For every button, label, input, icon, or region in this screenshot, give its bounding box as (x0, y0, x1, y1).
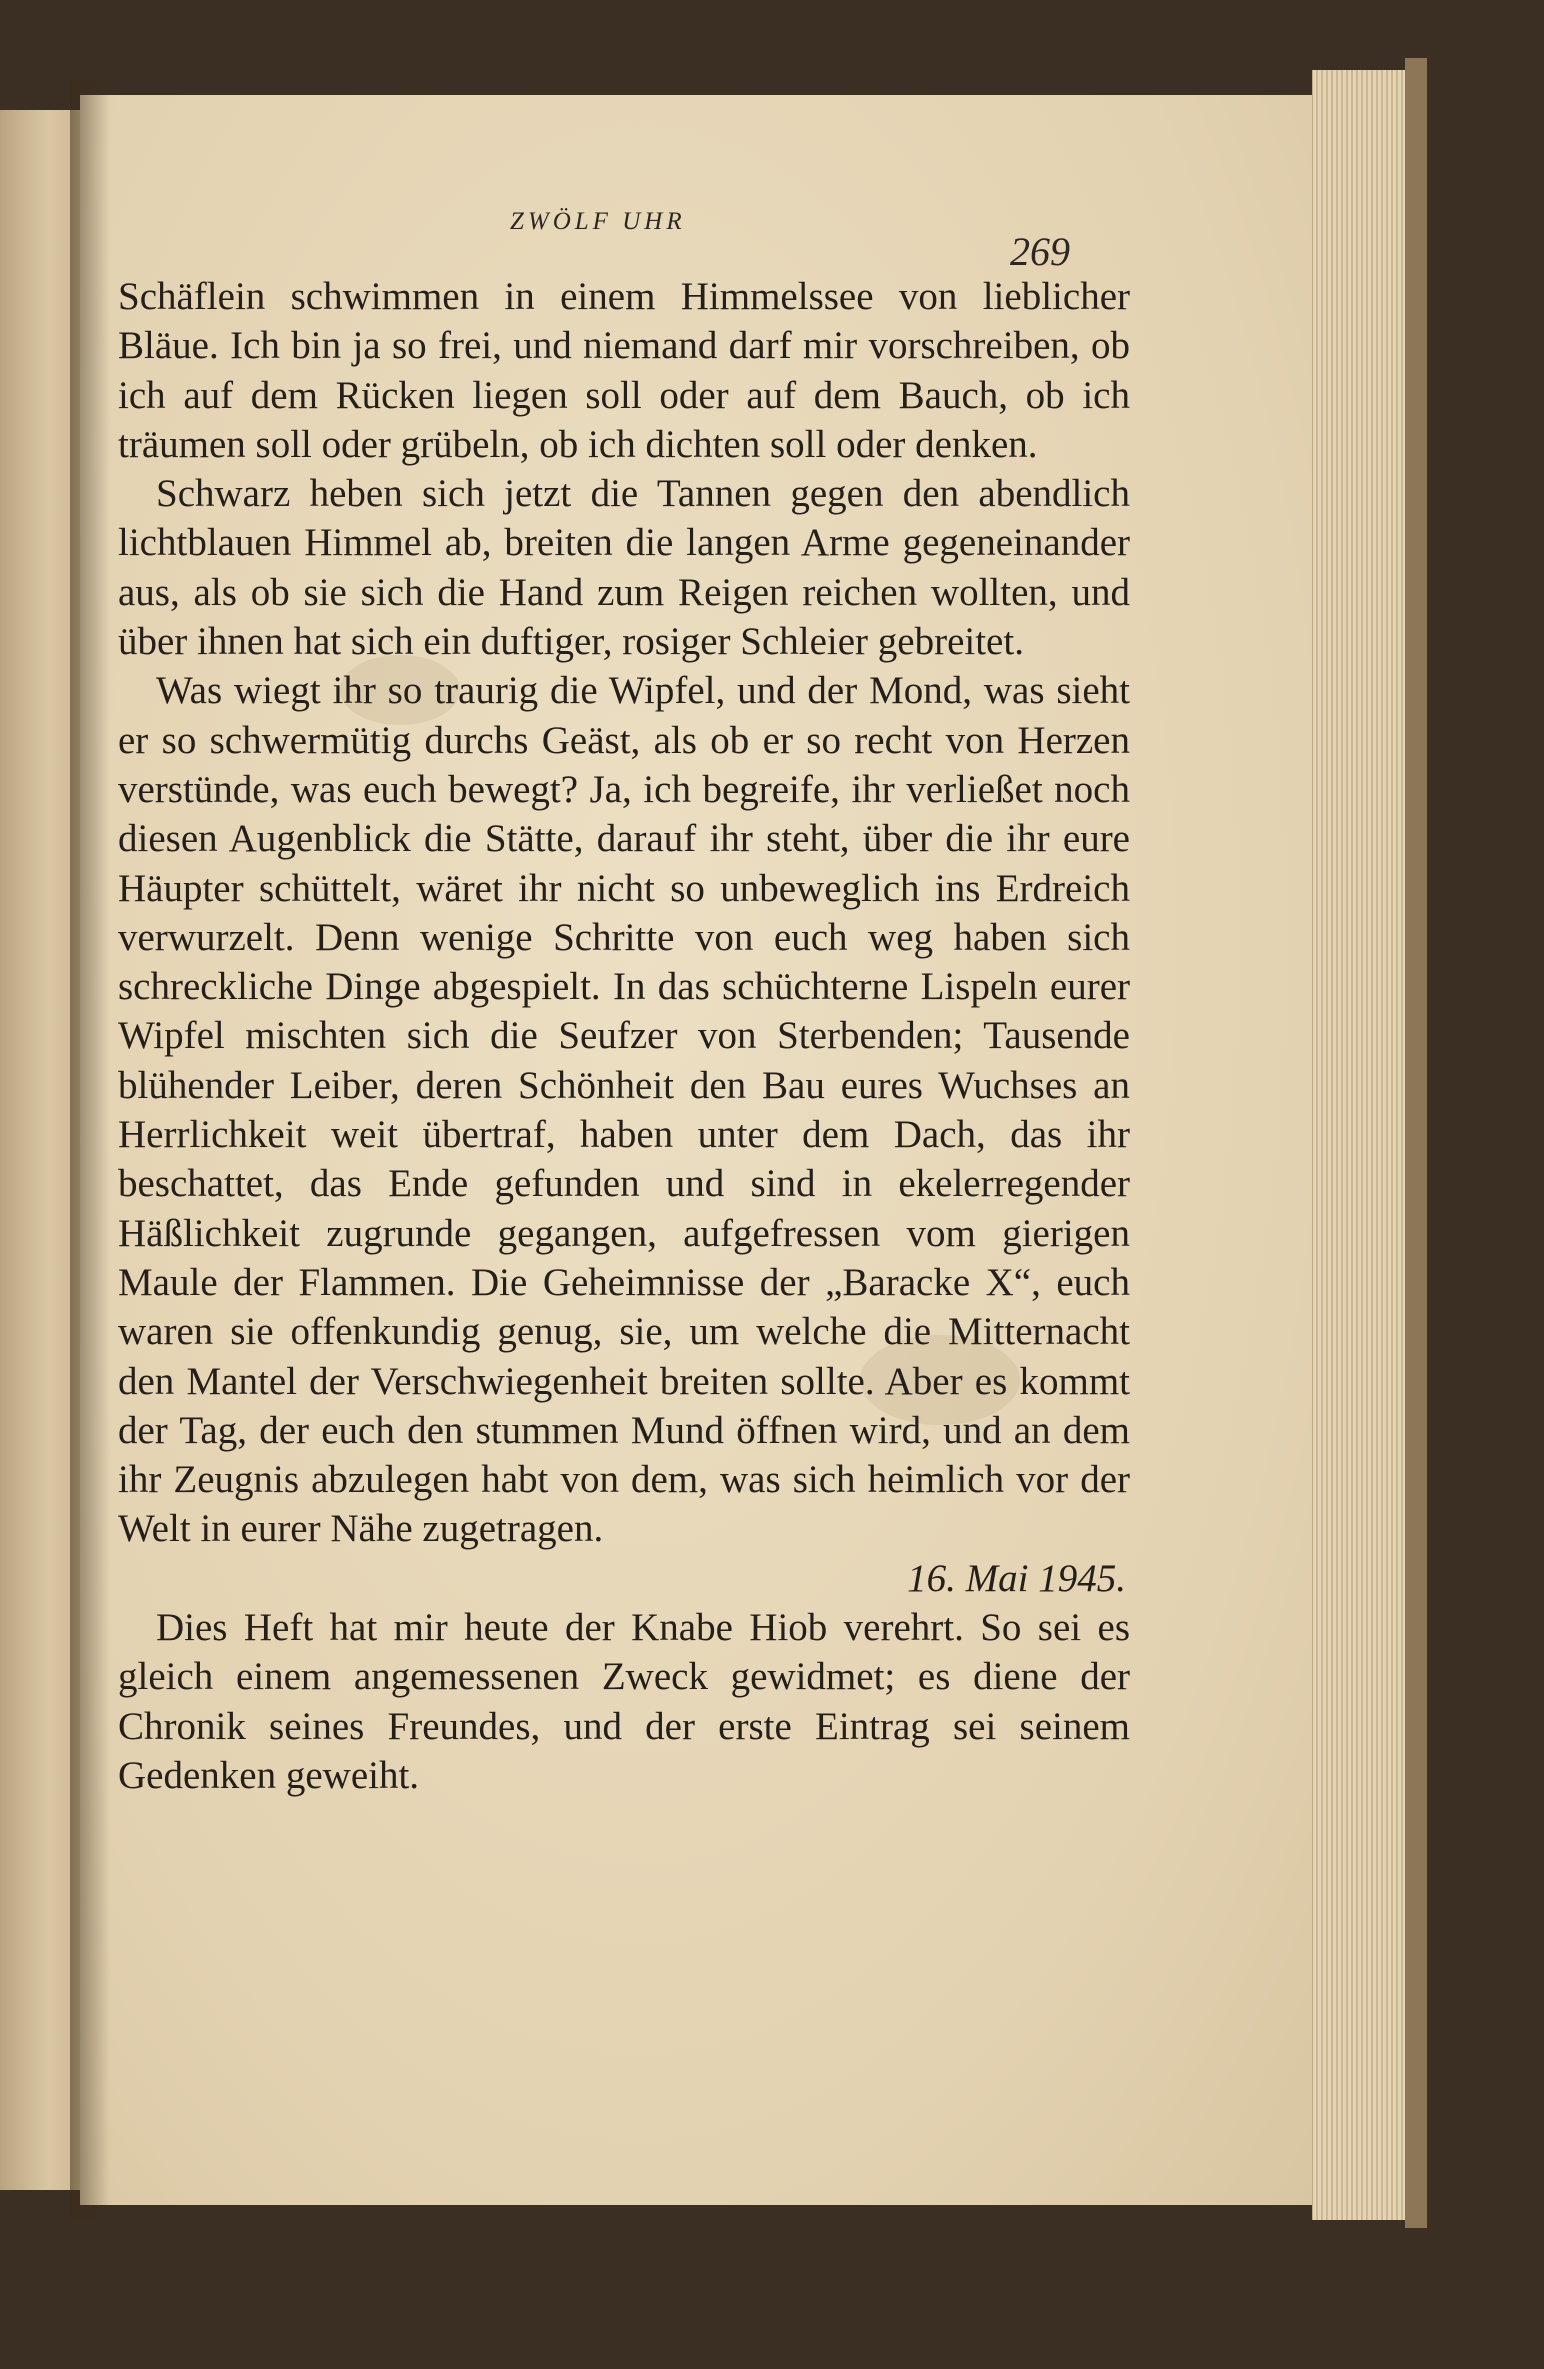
paragraph: Schäflein schwimmen in einem Himmelssee von lieblicher Bläue. Ich bin ja so frei, und niemand darf mir vorschreiben, ob ich auf dem Rücken liegen soll oder auf dem Bauch, ob ich träumen soll oder grübeln, ob ich dichten soll oder denken. (118, 275, 1130, 466)
paragraph: Was wiegt ihr so traurig die Wipfel, und der Mond, was sieht er so schwermütig durchs Geäst, als ob er so recht von Herzen verstünde, was euch bewegt? Ja, ich begreife, ihr verließet noch diesen Augenblick die Stätte, darauf ihr steht, über die ihr eure Häupter schüttelt, wäret ihr nicht so unbeweglich ins Erdreich verwurzelt. Denn wenige Schritte von euch weg haben sich schreckliche Dinge abgespielt. In das schüchterne Lispeln eurer Wipfel mischten sich die Seufzer von Sterbenden; Tausende blühender Leiber, deren Schönheit den Bau eures Wuchses an Herrlichkeit weit übertraf, haben unter dem Dach, das ihr beschattet, das Ende gefunden und sind in ekelerregender Häßlichkeit zugrunde gegangen, aufgefressen vom gierigen Maule der Flammen. Die Geheimnisse der „Baracke X“, euch waren sie offenkundig genug, sie, um welche die Mitternacht den Mantel der Verschwiegenheit breiten sollte. Aber es kommt der Tag, der euch den stummen Mund öffnen wird, und an dem ihr Zeugnis abzulegen habt von dem, was sich heimlich vor der Welt in eurer Nähe zugetragen. (118, 669, 1130, 1551)
paragraph: Schwarz heben sich jetzt die Tannen gegen den abendlich lichtblauen Himmel ab, breiten die langen Arme gegeneinander aus, als ob sie sich die Hand zum Reigen reichen wollten, und über ihnen hat sich ein duftiger, rosiger Schleier gebreitet. (118, 472, 1130, 664)
body-text (118, 272, 1130, 1800)
closing-paragraph: Dies Heft hat mir heute der Knabe Hiob verehrt. So sei es gleich einem angemessenen Zweck gewidmet; es diene der Chronik seines Freundes, und der erste Eintrag sei seinem Gedenken geweiht. (118, 1606, 1130, 1797)
book-cover-edge (1405, 58, 1427, 2228)
page-number: 269 (1010, 229, 1070, 274)
spine-shadow (70, 80, 110, 2220)
date-line: 16. Mai 1945. (907, 1556, 1126, 1600)
running-head: ZWÖLF UHR (510, 208, 686, 235)
